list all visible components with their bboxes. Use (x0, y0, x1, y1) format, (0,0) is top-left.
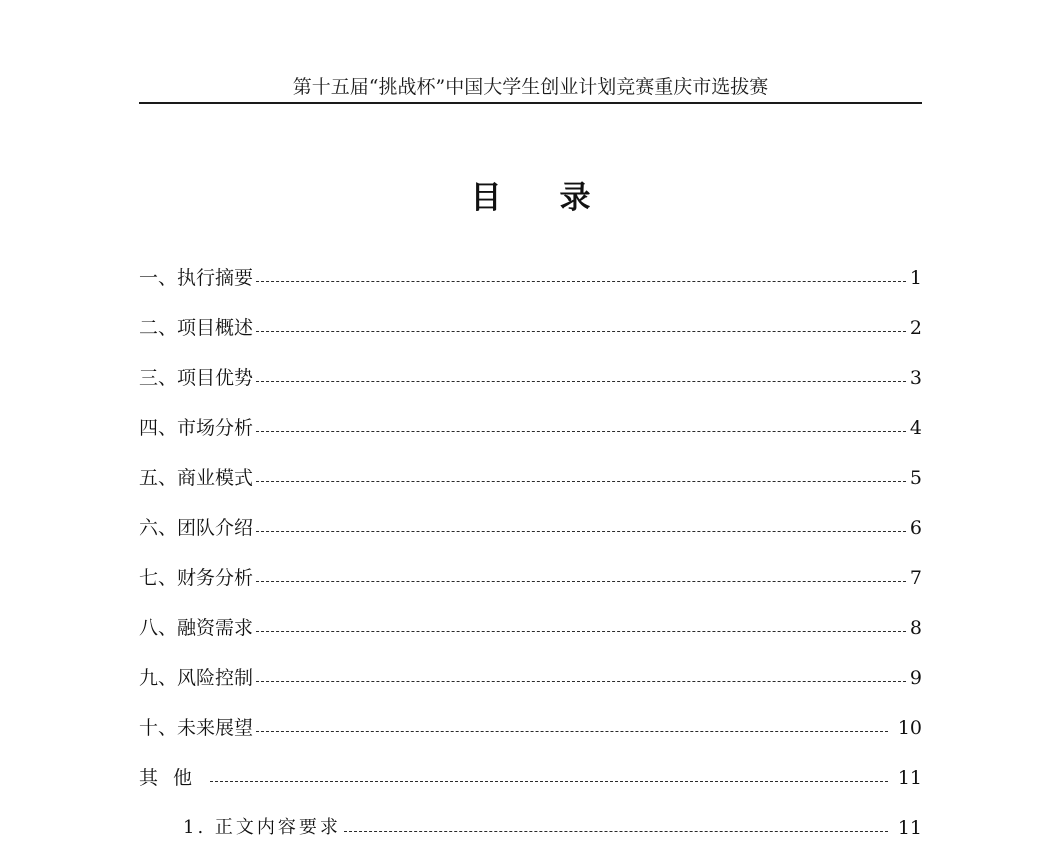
toc-entry-risk-control[interactable] (139, 653, 922, 703)
table-of-contents (139, 253, 922, 853)
toc-entry-project-overview[interactable] (139, 303, 922, 353)
toc-entry-body-content-requirements[interactable] (139, 803, 922, 853)
toc-entry-page: 4 (909, 417, 922, 439)
toc-entry-market-analysis[interactable] (139, 403, 922, 453)
dot-leader (210, 780, 888, 782)
toc-entry-financing-needs[interactable] (139, 603, 922, 653)
dot-leader (344, 830, 888, 832)
toc-entry-other[interactable] (139, 753, 922, 803)
toc-entry-page: 3 (909, 367, 922, 389)
toc-entry-label: 八、融资需求 (139, 617, 254, 639)
toc-entry-page: 2 (909, 317, 922, 339)
toc-entry-label: 五、商业模式 (139, 467, 254, 489)
toc-entry-label: 1. 正文内容要求 (183, 817, 341, 838)
toc-entry-page: 6 (909, 517, 922, 539)
toc-entry-label: 四、市场分析 (139, 417, 254, 439)
dot-leader (256, 630, 906, 632)
dot-leader (256, 480, 906, 482)
dot-leader (256, 530, 906, 532)
toc-entry-page: 11 (897, 817, 922, 839)
toc-entry-future-outlook[interactable] (139, 703, 922, 753)
toc-entry-label: 十、未来展望 (139, 717, 254, 739)
toc-entry-label: 一、执行摘要 (139, 267, 254, 289)
toc-entry-page: 5 (909, 467, 922, 489)
dot-leader (256, 580, 906, 582)
page-header (139, 72, 922, 104)
dot-leader (256, 380, 906, 382)
toc-entry-team-introduction[interactable] (139, 503, 922, 553)
toc-entry-label: 九、风险控制 (139, 667, 254, 689)
dot-leader (256, 280, 906, 282)
toc-entry-page: 10 (897, 717, 922, 739)
header-text: 第十五届“挑战杯”中国大学生创业计划竞赛重庆市选拔赛 (292, 76, 769, 98)
toc-entry-executive-summary[interactable] (139, 253, 922, 303)
toc-entry-page: 8 (909, 617, 922, 639)
toc-entry-label: 七、财务分析 (139, 567, 254, 589)
dot-leader (256, 330, 906, 332)
toc-entry-business-model[interactable] (139, 453, 922, 503)
toc-entry-page: 1 (909, 267, 922, 289)
dot-leader (256, 730, 888, 732)
toc-entry-label: 二、项目概述 (139, 317, 254, 339)
toc-title: 目录 (470, 180, 649, 216)
toc-entry-page: 9 (909, 667, 922, 689)
toc-entry-label: 三、项目优势 (139, 367, 254, 389)
toc-entry-label: 其他 (139, 767, 208, 789)
toc-entry-page: 11 (897, 767, 922, 789)
toc-entry-financial-analysis[interactable] (139, 553, 922, 603)
dot-leader (256, 430, 906, 432)
dot-leader (256, 680, 906, 682)
toc-entry-label: 六、团队介绍 (139, 517, 254, 539)
toc-entry-page: 7 (909, 567, 922, 589)
toc-entry-project-advantages[interactable] (139, 353, 922, 403)
